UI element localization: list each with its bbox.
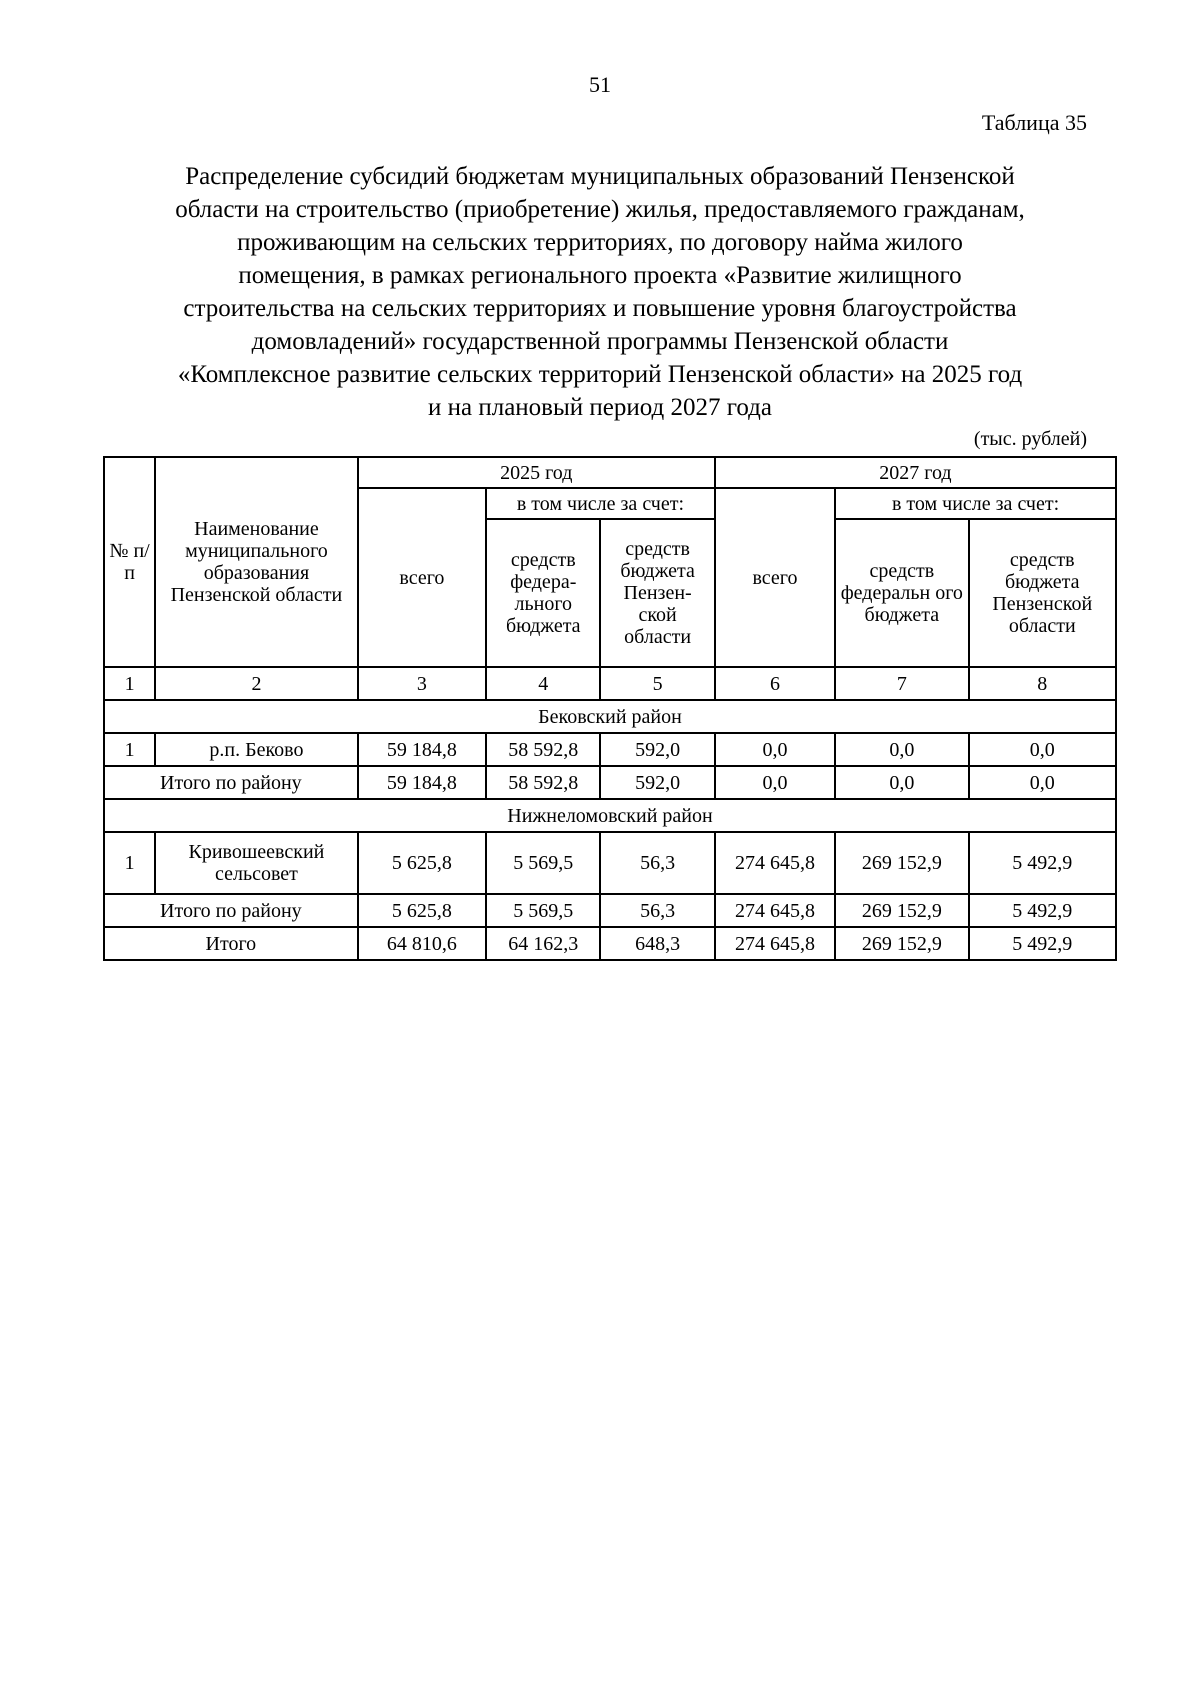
table-label: Таблица 35 xyxy=(981,110,1087,135)
column-number: 5 xyxy=(600,667,714,700)
row-name: Кривошеевский сельсовет xyxy=(155,832,358,894)
cell-value: 5 492,9 xyxy=(969,927,1116,960)
header-total-2027: всего xyxy=(715,488,835,667)
grand-total-row xyxy=(104,927,1116,960)
subtotal-row xyxy=(104,766,1116,799)
column-number-row xyxy=(104,667,1116,700)
title-line: помещения, в рамках регионального проекта «Развитие жилищного xyxy=(238,262,962,289)
column-number: 6 xyxy=(715,667,835,700)
cell-value: 59 184,8 xyxy=(358,733,486,766)
title-line: проживающим на сельских территориях, по договору найма жилого xyxy=(237,229,963,256)
page-number: 51 xyxy=(589,72,611,97)
cell-value: 5 625,8 xyxy=(358,832,486,894)
subtotal-label: Итого по району xyxy=(104,894,358,927)
header-including-2025: в том числе за счет: xyxy=(486,488,715,519)
header-num: № п/п xyxy=(104,457,155,667)
column-number: 7 xyxy=(835,667,968,700)
cell-value: 5 569,5 xyxy=(486,832,600,894)
row-name: р.п. Беково xyxy=(155,733,358,766)
cell-value: 59 184,8 xyxy=(358,766,486,799)
title-line: и на плановый период 2027 года xyxy=(428,394,772,421)
section-name: Бековский район xyxy=(104,700,1116,733)
document-title xyxy=(110,160,1090,424)
column-number: 1 xyxy=(104,667,155,700)
title-line: «Комплексное развитие сельских территорий Пензенской области» на 2025 год xyxy=(177,361,1023,388)
cell-value: 5 492,9 xyxy=(969,894,1116,927)
cell-value: 648,3 xyxy=(600,927,714,960)
subtotal-label: Итого по району xyxy=(104,766,358,799)
section-row xyxy=(104,700,1116,733)
title-line: домовладений» государственной программы Пензенской области xyxy=(251,328,949,355)
cell-value: 592,0 xyxy=(600,733,714,766)
header-including-2027: в том числе за счет: xyxy=(835,488,1116,519)
cell-value: 56,3 xyxy=(600,832,714,894)
subsidy-table xyxy=(103,456,1117,961)
cell-value: 56,3 xyxy=(600,894,714,927)
header-year-2027: 2027 год xyxy=(715,457,1116,488)
cell-value: 58 592,8 xyxy=(486,766,600,799)
column-number: 8 xyxy=(969,667,1116,700)
section-row xyxy=(104,799,1116,832)
cell-value: 0,0 xyxy=(969,766,1116,799)
units-label: (тыс. рублей) xyxy=(973,428,1087,450)
cell-value: 5 492,9 xyxy=(969,832,1116,894)
cell-value: 269 152,9 xyxy=(835,832,968,894)
cell-value: 274 645,8 xyxy=(715,894,835,927)
column-number: 3 xyxy=(358,667,486,700)
row-num: 1 xyxy=(104,733,155,766)
header-regional-2025: средств бюджета Пензен-ской области xyxy=(600,519,714,667)
header-total-2025: всего xyxy=(358,488,486,667)
cell-value: 0,0 xyxy=(835,766,968,799)
cell-value: 5 625,8 xyxy=(358,894,486,927)
subtotal-row xyxy=(104,894,1116,927)
cell-value: 58 592,8 xyxy=(486,733,600,766)
header-year-2025: 2025 год xyxy=(358,457,715,488)
header-name: Наименование муниципального образования Пензенской области xyxy=(155,457,358,667)
cell-value: 269 152,9 xyxy=(835,927,968,960)
cell-value: 0,0 xyxy=(835,733,968,766)
title-line: Распределение субсидий бюджетам муниципальных образований Пензенской xyxy=(185,163,1015,190)
header-regional-2027: средств бюджета Пензенской области xyxy=(969,519,1116,667)
header-federal-2027: средств федеральн ого бюджета xyxy=(835,519,968,667)
section-name: Нижнеломовский район xyxy=(104,799,1116,832)
column-number: 2 xyxy=(155,667,358,700)
cell-value: 0,0 xyxy=(969,733,1116,766)
cell-value: 592,0 xyxy=(600,766,714,799)
grand-total-label: Итого xyxy=(104,927,358,960)
cell-value: 0,0 xyxy=(715,733,835,766)
column-number: 4 xyxy=(486,667,600,700)
cell-value: 5 569,5 xyxy=(486,894,600,927)
table-row xyxy=(104,832,1116,894)
cell-value: 64 162,3 xyxy=(486,927,600,960)
cell-value: 274 645,8 xyxy=(715,832,835,894)
header-federal-2025: средств федера-льного бюджета xyxy=(486,519,600,667)
cell-value: 64 810,6 xyxy=(358,927,486,960)
cell-value: 269 152,9 xyxy=(835,894,968,927)
title-line: области на строительство (приобретение) жилья, предоставляемого гражданам, xyxy=(175,196,1025,223)
row-num: 1 xyxy=(104,832,155,894)
cell-value: 0,0 xyxy=(715,766,835,799)
cell-value: 274 645,8 xyxy=(715,927,835,960)
table-row xyxy=(104,733,1116,766)
title-line: строительства на сельских территориях и повышение уровня благоустройства xyxy=(183,295,1017,322)
